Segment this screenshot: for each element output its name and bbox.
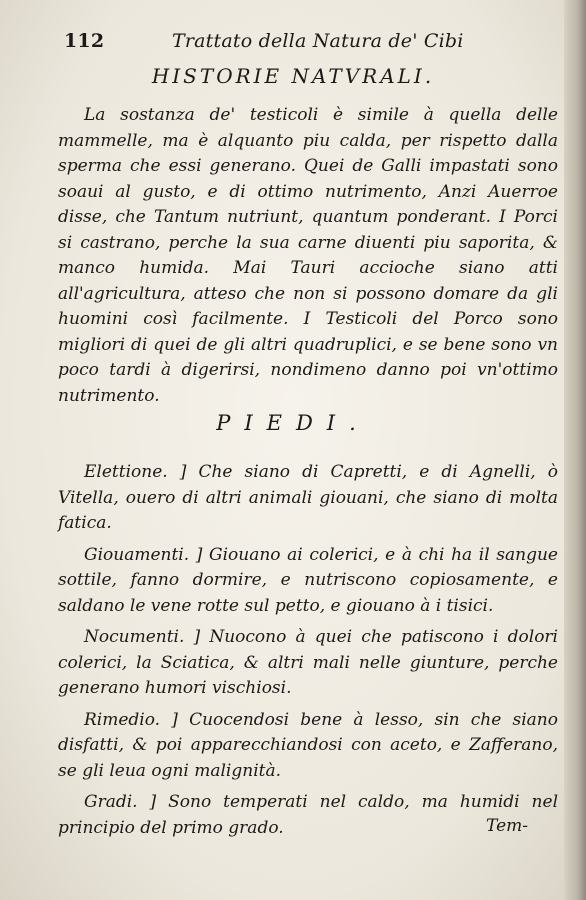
entry-text: ] Cuocendosi bene à lesso, sin che siano disfatti, & poi apparecchiandosi con aceto, e Zafferano, se gli leua ogni malignità. bbox=[58, 709, 558, 781]
running-title: Trattato della Natura de' Cibi bbox=[172, 30, 464, 52]
piedi-entries bbox=[58, 460, 558, 847]
entry-elettione bbox=[58, 460, 558, 537]
entry-nocumenti bbox=[58, 625, 558, 702]
testicoli-paragraph: La sostanza de' testicoli è simile à quella delle mammelle, ma è alquanto piu calda, per rispetto dalla sperma che essi generano. Quei de Galli impastati sono soaui al gusto, e di ottimo nutrimento, Anzi Auerroe disse, che Tantum nutriunt, quantum ponderant. I Porci si castrano, perche la sua carne diuenti piu saporita, & manco humida. Mai Tauri accioche siano atti all'agricultura, atteso che non si possono domare da gli huomini così facilmente. I Testicoli del Porco sono migliori di quei de gli altri quadruplici, e se bene sono vn poco tardi à digerirsi, nondimeno danno poi vn'ottimo nutrimento. bbox=[58, 105, 558, 406]
entry-giouamenti bbox=[58, 543, 558, 620]
running-head bbox=[64, 30, 546, 54]
entry-gradi bbox=[58, 790, 558, 841]
entry-label: Giouamenti. bbox=[84, 544, 190, 565]
entry-rimedio bbox=[58, 708, 558, 785]
entry-label: Rimedio. bbox=[84, 709, 161, 730]
page-gutter-edge bbox=[564, 0, 586, 900]
entry-text: ] Sono temperati nel caldo, ma humidi nel principio del primo grado. bbox=[58, 792, 559, 838]
page-number: 112 bbox=[64, 30, 105, 52]
section-title-piedi: PIEDI. bbox=[216, 411, 370, 435]
entry-text: ] Giouano ai colerici, e à chi ha il sangue sottile, fanno dormire, e nutriscono copiosamente, e saldano le vene rotte sul petto, e giouano à i tisici. bbox=[58, 544, 558, 616]
entry-label: Elettione. bbox=[84, 462, 168, 482]
entry-label: Gradi. bbox=[84, 792, 138, 812]
catchword: Tem- bbox=[486, 816, 528, 836]
entry-label: Nocumenti. bbox=[84, 627, 185, 647]
entry-text: ] Nuocono à quei che patiscono i dolori colerici, la Sciatica, & altri mali nelle giunture, perche generano humori vischiosi. bbox=[58, 627, 558, 698]
entry-text: ] Che siano di Capretti, e di Agnelli, ò Vitella, ouero di altri animali giouani, che siano di molta fatica. bbox=[58, 462, 558, 533]
section-title-historie-naturali: HISTORIE NATVRALI. bbox=[151, 64, 435, 88]
